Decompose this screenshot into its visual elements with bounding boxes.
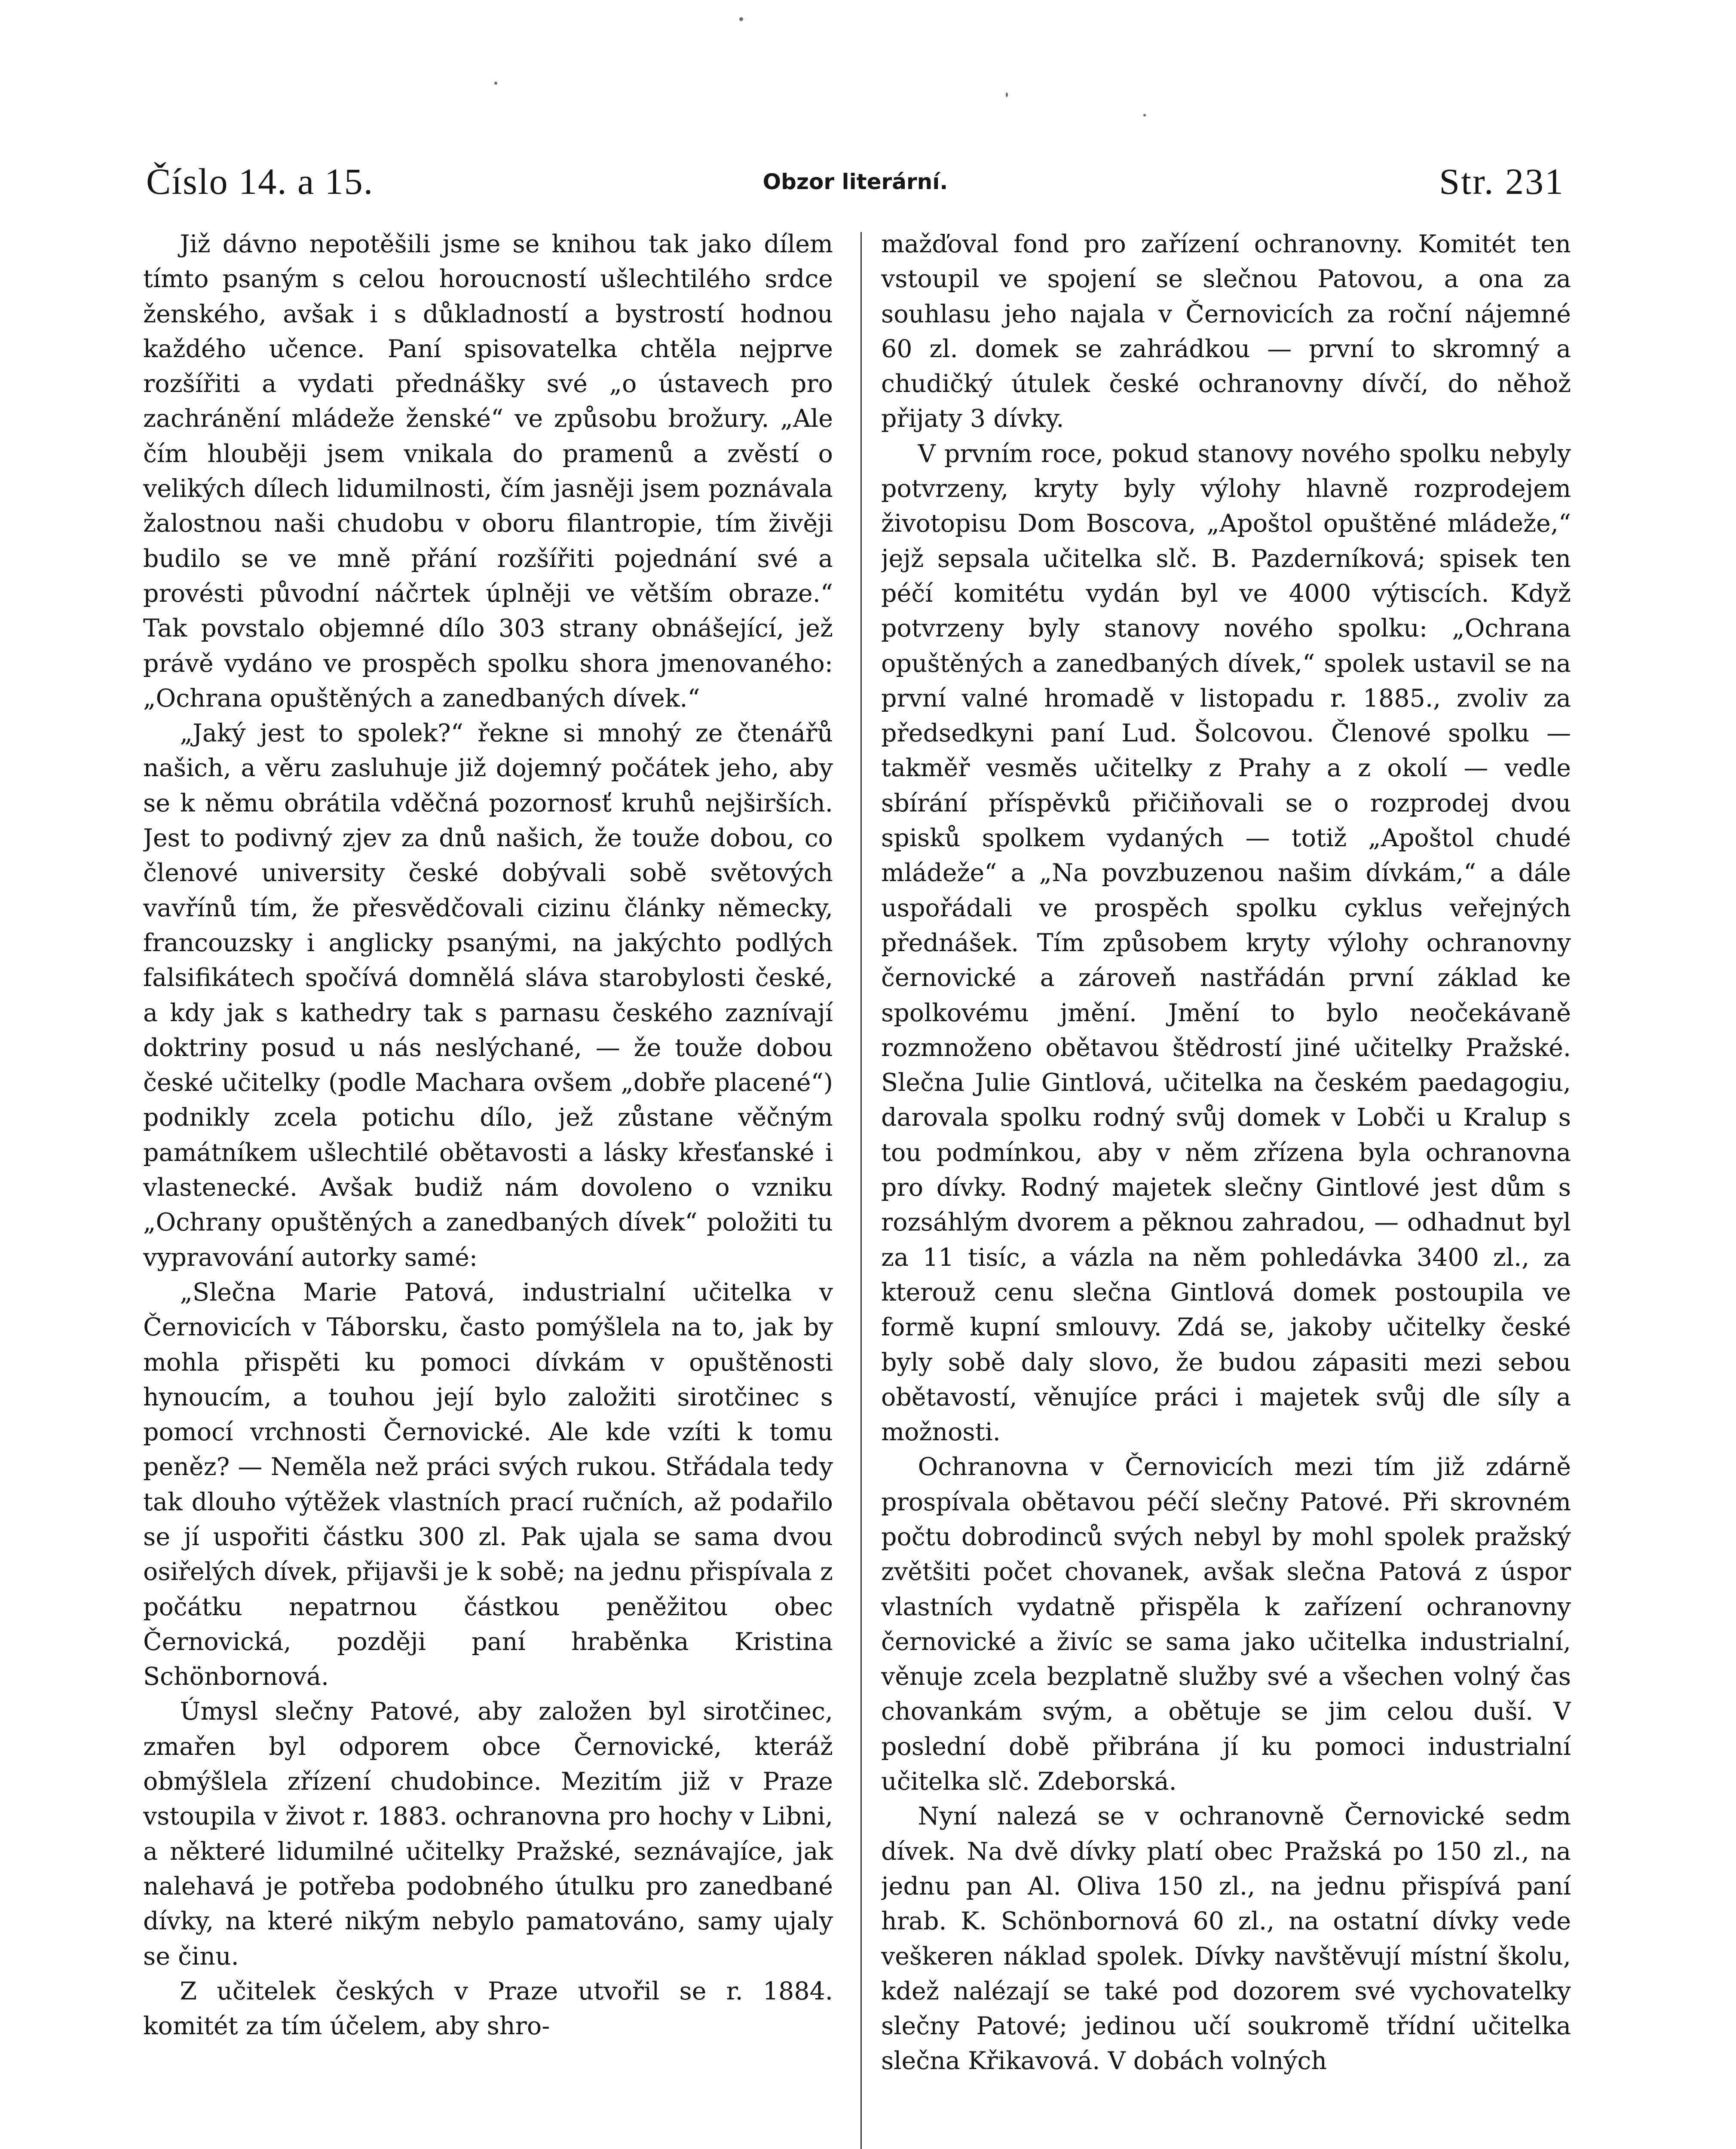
paragraph: Již dávno nepotěšili jsme se knihou tak jako dílem tímto psaným s celou horoucností ušlechtilého srdce ženského, avšak i s důkladností a bystrostí hodnou každého učence. Paní spisovatelka chtěla nejprve rozšířiti a vydati přednášky své „o ústavech pro zachránění mládeže ženské“ ve způsobu brožury. „Ale čím hlouběji jsem vnikala do pramenů a zvěstí o velikých dílech lidumilnosti, čím jasněji jsem poznávala žalostnou naši chudobu v oboru filantropie, tím živěji budilo se ve mně přání rozšířiti pojednání své a provésti původní náčrtek úplněji ve větším obraze.“ Tak povstalo objemné dílo 303 strany obnášející, jež právě vydáno ve prospěch spolku shora jmenovaného: „Ochrana opuštěných a zanedbaných dívek.“ <box>143 230 833 713</box>
left-column <box>143 227 833 2149</box>
paragraph: mažďoval fond pro zařízení ochranovny. Komitét ten vstoupil ve spojení se slečnou Patovou, a ona za souhlasu jeho najala v Černovicích za roční nájemné 60 zl. domek se zahrádkou — první to skromný a chudičký útulek české ochranovny dívčí, do něhož přijaty 3 dívky. <box>881 230 1571 433</box>
right-column <box>881 227 1571 2149</box>
journal-title: Obzor literární. <box>762 169 948 194</box>
page-number: Str. 231 <box>1439 161 1565 202</box>
paragraph: „Jaký jest to spolek?“ řekne si mnohý ze čtenářů našich, a věru zasluhuje již dojemný počátek jeho, aby se k němu obrátila vděčná pozornosť kruhů nejširších. Jest to podivný zjev za dnů našich, že touže dobou, co členové university české dobývali sobě světových vavřínů tím, že přesvědčovali cizinu články německy, francouzsky i anglicky psanými, na jakýchto podlých falsifikátech spočívá domnělá sláva starobylosti české, a kdy jak s kathedry tak s parnasu českého zaznívají doktriny posud u nás neslýchané, — že touže dobou české učitelky (podle Machara ovšem „dobře placené“) podnikly zcela potichu dílo, jež zůstane věčným památníkem ušlechtilé obětavosti a lásky křesťanské i vlastenecké. Avšak budiž nám dovoleno o vzniku „Ochrany opuštěných a zanedbaných dívek“ položiti tu vypravování autorky samé: <box>143 719 833 1272</box>
paragraph: Ochranovna v Černovicích mezi tím již zdárně prospívala obětavou péčí slečny Patové. Při skrovném počtu dobrodinců svých nebyl by mohl spolek pražský zvětšiti počet chovanek, avšak slečna Patová z úspor vlastních vydatně přispěla k zařízení ochranovny černovické a živíc se sama jako učitelka industrialní, věnuje zcela bezplatně služby své a všechen volný čas chovankám svým, a obětuje se jim celou duší. V poslední době přibrána jí ku pomoci industrialní učitelka slč. Zdeborská. <box>881 1453 1571 1796</box>
paragraph: Úmysl slečny Patové, aby založen byl sirotčinec, zmařen byl odporem obce Černovické, kteráž obmýšlela zřízení chudobince. Mezitím již v Praze vstoupila v život r. 1883. ochranovna pro hochy v Libni, a některé lidumilné učitelky Pražské, seznávajíce, jak nalehavá je potřeba podobného útulku pro zanedbané dívky, na které nikým nebylo pamatováno, samy ujaly se činu. <box>143 1697 833 1971</box>
paragraph: Nyní nalezá se v ochranovně Černovické sedm dívek. Na dvě dívky platí obec Pražská po 150 zl., na jednu pan Al. Oliva 150 zl., na jednu přispívá paní hrab. K. Schönbornová 60 zl., na ostatní dívky vede veškeren náklad spolek. Dívky navštěvují místní školu, kdež nalézají se také pod dozorem své vychovatelky slečny Patové; jedinou učí soukromě třídní učitelka slečna Křikavová. V dobách volných <box>881 1802 1571 2076</box>
paragraph: V prvním roce, pokud stanovy nového spolku nebyly potvrzeny, kryty byly výlohy hlavně rozprodejem životopisu Dom Boscova, „Apoštol opuštěné mládeže,“ jejž sepsala učitelka slč. B. Pazderníková; spisek ten péčí komitétu vydán byl ve 4000 výtiscích. Když potvrzeny byly stanovy nového spolku: „Ochrana opuštěných a zanedbaných dívek,“ spolek ustavil se na první valné hromadě v listopadu r. 1885., zvoliv za předsedkyni paní Lud. Šolcovou. Členové spolku — takměř vesměs učitelky z Prahy a z okolí — vedle sbírání příspěvků přičiňovali se o rozprodej dvou spisků spolkem vydaných — totiž „Apoštol chudé mládeže“ a „Na povzbuzenou našim dívkám,“ a dále uspořádali ve prospěch spolku cyklus veřejných přednášek. Tím způsobem kryty výlohy ochranovny černovické a zároveň nastřádán první základ ke spolkovému jmění. Jmění to bylo neočekávaně rozmnoženo obětavou štědrostí jiné učitelky Pražské. Slečna Julie Gintlová, učitelka na českém paedagogiu, darovala spolku rodný svůj domek v Lobči u Kralup s tou podmínkou, aby v něm zřízena byla ochranovna pro dívky. Rodný majetek slečny Gintlové jest dům s rozsáhlým dvorem a pěknou zahradou, — odhadnut byl za 11 tisíc, a vázla na něm pohledávka 3400 zl., za kterouž cenu slečna Gintlová domek postoupila ve formě kupní smlouvy. Zdá se, jakoby učitelky české byly sobě daly slovo, že budou zápasiti mezi sebou obětavostí, věnujíce práci i majetek svůj dle síly a možnosti. <box>881 439 1571 1447</box>
print-speck <box>739 17 743 21</box>
column-divider <box>860 232 862 2149</box>
paragraph: Z učitelek českých v Praze utvořil se r. 1884. komitét za tím účelem, aby shro- <box>143 1977 833 2041</box>
print-speck <box>494 82 497 85</box>
print-speck <box>1143 114 1146 116</box>
print-speck <box>1006 92 1008 97</box>
issue-number: Číslo 14. a 15. <box>146 161 374 202</box>
paragraph: „Slečna Marie Patová, industrialní učitelka v Černovicích v Táborsku, často pomýšlela na to, jak by mohla přispěti ku pomoci dívkám v opuštěnosti hynoucím, a touhou její bylo založiti sirotčinec s pomocí vrchnosti Černovické. Ale kde vzíti k tomu peněz? — Neměla než práci svých rukou. Střádala tedy tak dlouho výtěžek vlastních prací ručních, až podařilo se jí uspořiti částku 300 zl. Pak ujala se sama dvou osiřelých dívek, přijavši je k sobě; na jednu přispívala z počátku nepatrnou částkou peněžitou obec Černovická, později paní hraběnka Kristina Schönbornová. <box>143 1278 833 1691</box>
page-header <box>146 160 1565 207</box>
